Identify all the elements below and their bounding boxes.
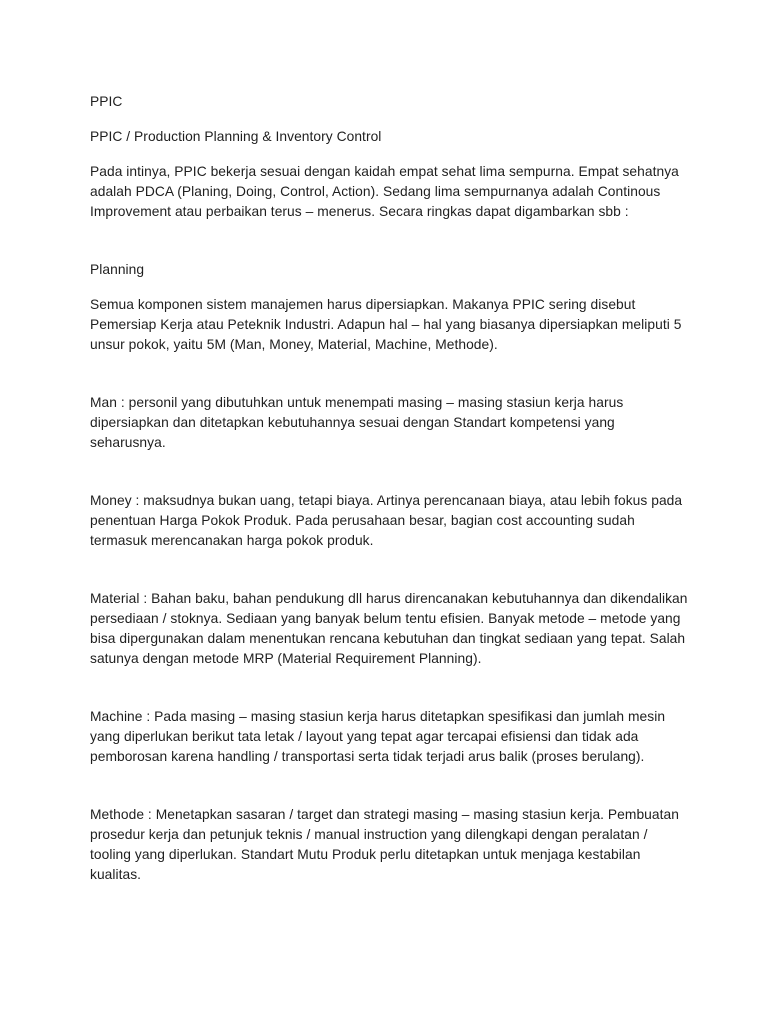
money-paragraph: Money : maksudnya bukan uang, tetapi biaya. Artinya perencanaan biaya, atau lebih fokus pada penentuan Harga Pokok Produk. Pada perusahaan besar, bagian cost accounting sudah termasuk merencanakan harga pokok produk. (90, 493, 683, 548)
planning-paragraph: Semua komponen sistem manajemen harus dipersiapkan. Makanya PPIC sering disebut Pemersiap Kerja atau Peteknik Industri. Adapun hal – hal yang biasanya dipersiapkan meliputi 5 unsur pokok, yaitu 5M (Man, Money, Material, Machine, Methode). (90, 297, 682, 352)
machine-paragraph: Machine : Pada masing – masing stasiun kerja harus ditetapkan spesifikasi dan jumlah mesin yang diperlukan berikut tata letak / layout yang tepat agar tercapai efisiensi dan tidak ada pemborosan karena handling / transportasi serta tidak terjadi arus balik (proses berulang). (90, 709, 666, 764)
document-title: PPIC (90, 94, 123, 109)
methode-paragraph: Methode : Menetapkan sasaran / target dan strategi masing – masing stasiun kerja. Pembuatan prosedur kerja dan petunjuk teknis / manual instruction yang dilengkapi dengan peralatan / tooling yang diperlukan. Standart Mutu Produk perlu ditetapkan untuk menjaga kestabilan kualitas. (90, 807, 679, 882)
man-paragraph: Man : personil yang dibutuhkan untuk menempati masing – masing stasiun kerja harus dipersiapkan dan ditetapkan kebutuhannya sesuai dengan Standart kompetensi yang seharusnya. (90, 395, 624, 450)
intro-paragraph: Pada intinya, PPIC bekerja sesuai dengan kaidah empat sehat lima sempurna. Empat sehatnya adalah PDCA (Planing, Doing, Control, Action). Sedang lima sempurnanya adalah Continous Improvement atau perbaikan terus – menerus. Secara ringkas dapat digambarkan sbb : (90, 164, 679, 219)
document-body (90, 92, 690, 885)
material-paragraph: Material : Bahan baku, bahan pendukung dll harus direncanakan kebutuhannya dan dikendalikan persediaan / stoknya. Sediaan yang banyak belum tentu efisien. Banyak metode – metode yang bisa dipergunakan dalam menentukan rencana kebutuhan dan tingkat sediaan yang tepat. Salah satunya dengan metode MRP (Material Requirement Planning). (90, 591, 688, 666)
section-heading-planning: Planning (90, 262, 145, 277)
document-subtitle: PPIC / Production Planning & Inventory Control (90, 129, 382, 144)
